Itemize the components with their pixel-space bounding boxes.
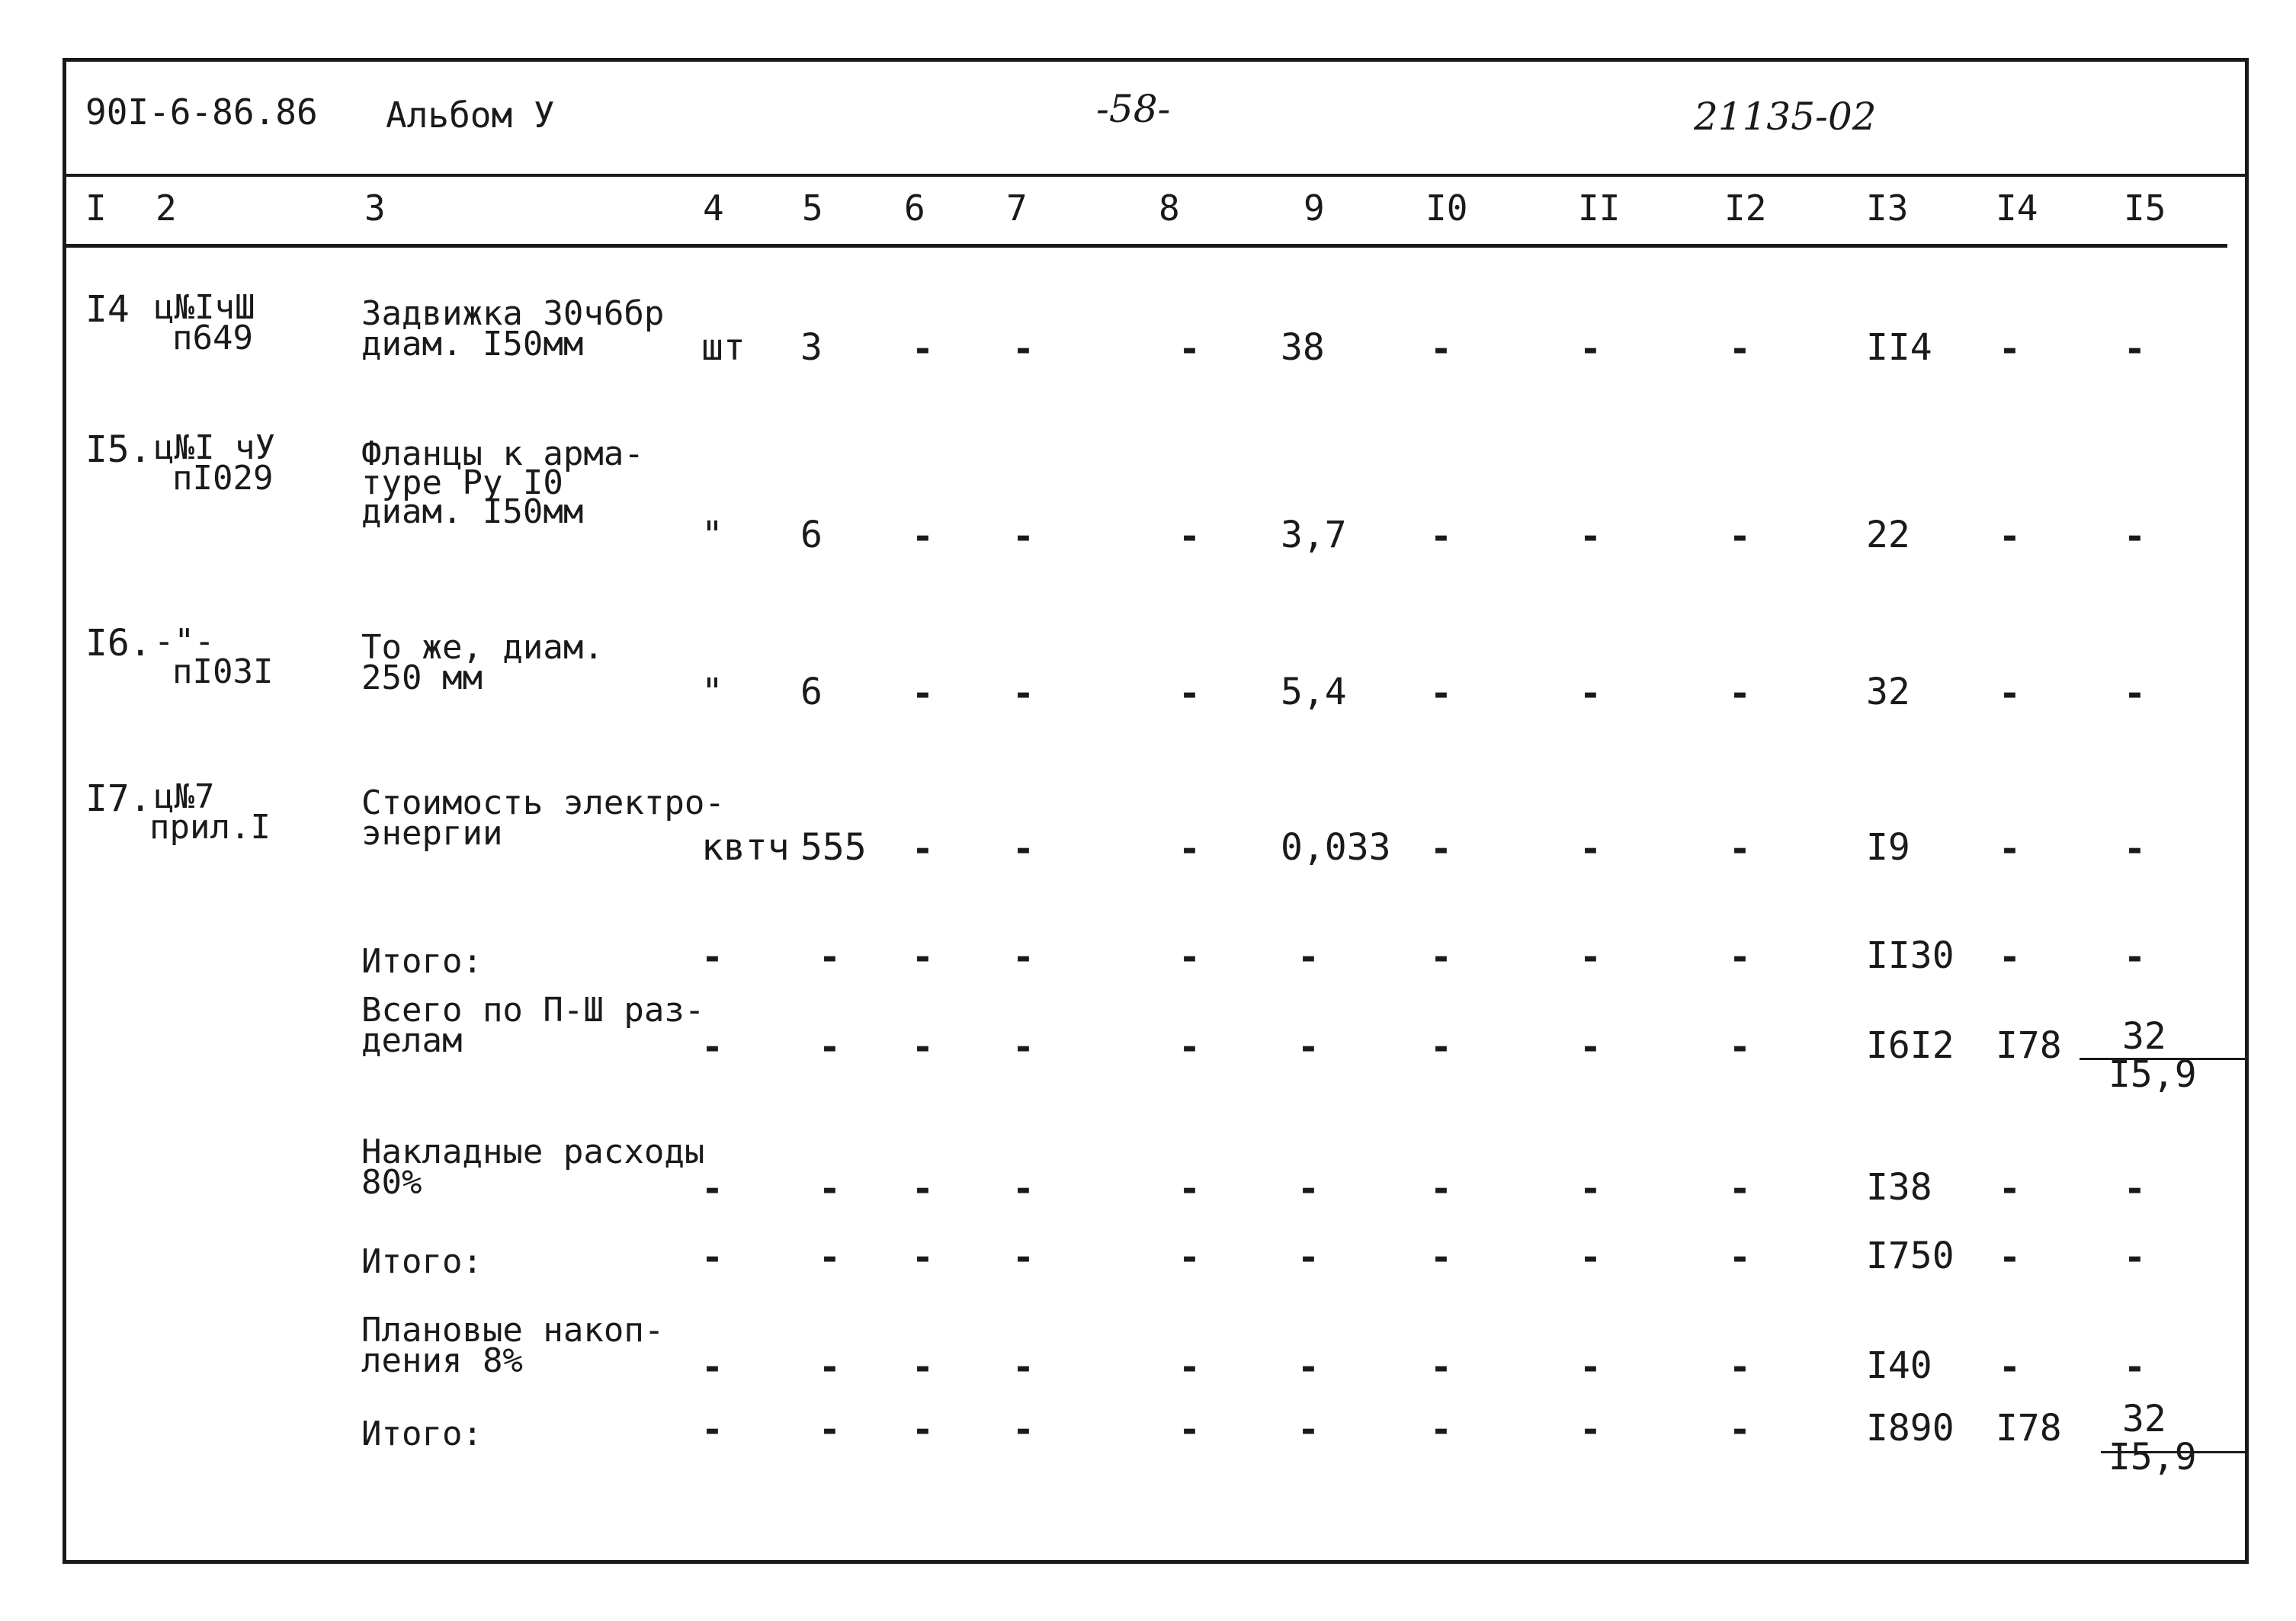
column-number: II bbox=[1578, 187, 1621, 229]
fraction-denominator: I5,9 bbox=[2108, 1436, 2197, 1478]
empty-cell-dash: - bbox=[1012, 1408, 1034, 1451]
empty-cell-dash: - bbox=[1297, 1408, 1320, 1451]
empty-cell-dash: - bbox=[1999, 1346, 2021, 1389]
row-number: I5. bbox=[85, 428, 152, 471]
empty-cell-dash: - bbox=[2124, 1168, 2146, 1210]
table-cell: " bbox=[701, 514, 723, 556]
table-cell: 32 bbox=[1866, 671, 1910, 713]
item-description-line: 250 мм bbox=[361, 658, 483, 697]
empty-cell-dash: - bbox=[1430, 1236, 1452, 1279]
empty-cell-dash: - bbox=[1579, 1026, 1602, 1068]
empty-cell-dash: - bbox=[819, 1026, 841, 1068]
empty-cell-dash: - bbox=[1012, 672, 1034, 715]
empty-cell-dash: - bbox=[1012, 515, 1034, 558]
table-cell: I40 bbox=[1866, 1344, 1932, 1387]
price-reference: пI03I bbox=[172, 652, 274, 691]
fraction-numerator: 32 bbox=[2122, 1015, 2166, 1058]
empty-cell-dash: - bbox=[1430, 1168, 1452, 1210]
empty-cell-dash: - bbox=[912, 515, 934, 558]
empty-cell-dash: - bbox=[1178, 1168, 1201, 1210]
column-number: I0 bbox=[1425, 187, 1468, 229]
empty-cell-dash: - bbox=[1178, 1026, 1201, 1068]
empty-cell-dash: - bbox=[1729, 515, 1751, 558]
row-number: I6. bbox=[85, 622, 152, 665]
empty-cell-dash: - bbox=[2124, 672, 2146, 715]
empty-cell-dash: - bbox=[1430, 672, 1452, 715]
empty-cell-dash: - bbox=[1012, 1026, 1034, 1068]
table-cell: II4 bbox=[1866, 326, 1932, 369]
price-reference: ц№I чУ bbox=[154, 428, 275, 467]
item-description-line: диам. I50мм bbox=[361, 325, 584, 364]
empty-cell-dash: - bbox=[1729, 328, 1751, 370]
empty-cell-dash: - bbox=[1579, 828, 1602, 870]
table-cell: I9 bbox=[1866, 826, 1910, 869]
column-number: 3 bbox=[364, 187, 386, 229]
empty-cell-dash: - bbox=[819, 1236, 841, 1279]
price-reference: прил.I bbox=[149, 808, 271, 847]
price-reference: пI029 bbox=[172, 459, 274, 498]
empty-cell-dash: - bbox=[1579, 672, 1602, 715]
table-cell: 3 bbox=[800, 326, 823, 369]
empty-cell-dash: - bbox=[1012, 828, 1034, 870]
empty-cell-dash: - bbox=[1579, 1408, 1602, 1451]
empty-cell-dash: - bbox=[1012, 1236, 1034, 1279]
table-cell: 22 bbox=[1866, 514, 1910, 556]
empty-cell-dash: - bbox=[912, 1408, 934, 1451]
table-cell: I78 bbox=[1996, 1024, 2062, 1067]
empty-cell-dash: - bbox=[1579, 515, 1602, 558]
item-description: Стоимость электро- bbox=[361, 783, 725, 822]
header-rule bbox=[63, 174, 2249, 177]
empty-cell-dash: - bbox=[2124, 828, 2146, 870]
empty-cell-dash: - bbox=[1579, 328, 1602, 370]
table-cell: I890 bbox=[1866, 1407, 1954, 1450]
empty-cell-dash: - bbox=[2124, 328, 2146, 370]
empty-cell-dash: - bbox=[1579, 936, 1602, 979]
empty-cell-dash: - bbox=[912, 1236, 934, 1279]
empty-cell-dash: - bbox=[1999, 328, 2021, 370]
column-number: 6 bbox=[904, 187, 925, 229]
document-code: 90I-6-86.86 bbox=[85, 91, 318, 133]
empty-cell-dash: - bbox=[701, 1026, 723, 1068]
price-reference: ц№IчШ bbox=[154, 288, 255, 327]
column-number: I2 bbox=[1724, 187, 1767, 229]
table-cell: 6 bbox=[800, 671, 823, 713]
empty-cell-dash: - bbox=[912, 1026, 934, 1068]
empty-cell-dash: - bbox=[701, 1346, 723, 1389]
empty-cell-dash: - bbox=[1178, 1346, 1201, 1389]
table-cell: 555 bbox=[800, 826, 867, 869]
empty-cell-dash: - bbox=[701, 1168, 723, 1210]
empty-cell-dash: - bbox=[1297, 1026, 1320, 1068]
item-description: Итого: bbox=[361, 1242, 483, 1281]
column-number-rule bbox=[63, 244, 2227, 248]
table-cell: 5,4 bbox=[1281, 671, 1347, 713]
table-cell: " bbox=[701, 671, 723, 713]
item-description: Задвижка 30ч6бр bbox=[361, 294, 665, 333]
item-description-line: туре Ру I0 bbox=[361, 463, 563, 502]
empty-cell-dash: - bbox=[912, 328, 934, 370]
table-cell: I750 bbox=[1866, 1235, 1954, 1277]
empty-cell-dash: - bbox=[1729, 936, 1751, 979]
item-description-line: ления 8% bbox=[361, 1341, 523, 1380]
empty-cell-dash: - bbox=[912, 1168, 934, 1210]
fraction-denominator: I5,9 bbox=[2108, 1053, 2197, 1096]
empty-cell-dash: - bbox=[819, 1346, 841, 1389]
empty-cell-dash: - bbox=[1729, 672, 1751, 715]
empty-cell-dash: - bbox=[819, 1408, 841, 1451]
item-description: Итого: bbox=[361, 942, 483, 981]
empty-cell-dash: - bbox=[1430, 515, 1452, 558]
empty-cell-dash: - bbox=[1999, 1236, 2021, 1279]
empty-cell-dash: - bbox=[1178, 672, 1201, 715]
row-number: I7. bbox=[85, 777, 152, 820]
empty-cell-dash: - bbox=[1729, 1346, 1751, 1389]
price-reference: ц№7 bbox=[154, 777, 215, 816]
table-cell: шт bbox=[701, 326, 746, 369]
empty-cell-dash: - bbox=[2124, 515, 2146, 558]
empty-cell-dash: - bbox=[701, 1236, 723, 1279]
column-number: I5 bbox=[2124, 187, 2166, 229]
table-cell: I38 bbox=[1866, 1166, 1932, 1209]
item-description: Итого: bbox=[361, 1414, 483, 1453]
item-description-line: делам bbox=[361, 1021, 463, 1060]
project-number: 21135-02 bbox=[1694, 95, 1877, 139]
empty-cell-dash: - bbox=[2124, 1346, 2146, 1389]
empty-cell-dash: - bbox=[1178, 828, 1201, 870]
empty-cell-dash: - bbox=[1999, 936, 2021, 979]
empty-cell-dash: - bbox=[1178, 515, 1201, 558]
empty-cell-dash: - bbox=[912, 828, 934, 870]
empty-cell-dash: - bbox=[1178, 1408, 1201, 1451]
empty-cell-dash: - bbox=[819, 936, 841, 979]
table-cell: 38 bbox=[1281, 326, 1325, 369]
item-description: Фланцы к арма- bbox=[361, 434, 644, 473]
table-cell: 3,7 bbox=[1281, 514, 1347, 556]
item-description-line: энергии bbox=[361, 814, 503, 853]
empty-cell-dash: - bbox=[1297, 936, 1320, 979]
empty-cell-dash: - bbox=[1178, 936, 1201, 979]
empty-cell-dash: - bbox=[1579, 1168, 1602, 1210]
empty-cell-dash: - bbox=[701, 936, 723, 979]
empty-cell-dash: - bbox=[1579, 1236, 1602, 1279]
column-number: 9 bbox=[1304, 187, 1325, 229]
empty-cell-dash: - bbox=[1430, 1408, 1452, 1451]
fraction-numerator: 32 bbox=[2122, 1398, 2166, 1440]
empty-cell-dash: - bbox=[819, 1168, 841, 1210]
empty-cell-dash: - bbox=[1430, 1346, 1452, 1389]
empty-cell-dash: - bbox=[1729, 1026, 1751, 1068]
empty-cell-dash: - bbox=[1579, 1346, 1602, 1389]
album-label: Альбом У bbox=[386, 95, 555, 136]
empty-cell-dash: - bbox=[1999, 672, 2021, 715]
column-number: 2 bbox=[156, 187, 177, 229]
table-cell: 0,033 bbox=[1281, 826, 1391, 869]
empty-cell-dash: - bbox=[1999, 828, 2021, 870]
table-cell: 6 bbox=[800, 514, 823, 556]
item-description-line: 80% bbox=[361, 1163, 422, 1202]
column-number: 4 bbox=[703, 187, 724, 229]
column-number: I3 bbox=[1866, 187, 1909, 229]
empty-cell-dash: - bbox=[1999, 1168, 2021, 1210]
empty-cell-dash: - bbox=[912, 672, 934, 715]
empty-cell-dash: - bbox=[1297, 1168, 1320, 1210]
empty-cell-dash: - bbox=[1297, 1236, 1320, 1279]
column-number: I bbox=[85, 187, 107, 229]
empty-cell-dash: - bbox=[912, 936, 934, 979]
table-cell: I78 bbox=[1996, 1407, 2062, 1450]
empty-cell-dash: - bbox=[1012, 1168, 1034, 1210]
empty-cell-dash: - bbox=[1729, 828, 1751, 870]
empty-cell-dash: - bbox=[1178, 1236, 1201, 1279]
page-number: -58- bbox=[1096, 87, 1171, 131]
item-description: Плановые накоп- bbox=[361, 1311, 665, 1350]
price-reference: п649 bbox=[172, 319, 253, 357]
empty-cell-dash: - bbox=[2124, 936, 2146, 979]
empty-cell-dash: - bbox=[1430, 936, 1452, 979]
empty-cell-dash: - bbox=[1430, 328, 1452, 370]
column-number: 8 bbox=[1159, 187, 1180, 229]
table-cell: I6I2 bbox=[1866, 1024, 1954, 1067]
item-description: Накладные расходы bbox=[361, 1132, 705, 1171]
empty-cell-dash: - bbox=[1430, 1026, 1452, 1068]
empty-cell-dash: - bbox=[1729, 1168, 1751, 1210]
item-description-line: диам. I50мм bbox=[361, 492, 584, 531]
column-number: 7 bbox=[1006, 187, 1028, 229]
empty-cell-dash: - bbox=[1012, 936, 1034, 979]
empty-cell-dash: - bbox=[1430, 828, 1452, 870]
empty-cell-dash: - bbox=[1729, 1236, 1751, 1279]
item-description: То же, диам. bbox=[361, 628, 604, 667]
price-reference: -"- bbox=[154, 622, 215, 661]
table-cell: II30 bbox=[1866, 934, 1954, 977]
empty-cell-dash: - bbox=[701, 1408, 723, 1451]
column-number: I4 bbox=[1996, 187, 2038, 229]
table-cell: квтч bbox=[701, 826, 790, 869]
empty-cell-dash: - bbox=[1297, 1346, 1320, 1389]
empty-cell-dash: - bbox=[1729, 1408, 1751, 1451]
empty-cell-dash: - bbox=[2124, 1236, 2146, 1279]
empty-cell-dash: - bbox=[912, 1346, 934, 1389]
empty-cell-dash: - bbox=[1999, 515, 2021, 558]
empty-cell-dash: - bbox=[1178, 328, 1201, 370]
item-description: Всего по П-Ш раз- bbox=[361, 991, 705, 1030]
column-number: 5 bbox=[802, 187, 823, 229]
empty-cell-dash: - bbox=[1012, 1346, 1034, 1389]
row-number: I4 bbox=[85, 288, 130, 331]
empty-cell-dash: - bbox=[1012, 328, 1034, 370]
